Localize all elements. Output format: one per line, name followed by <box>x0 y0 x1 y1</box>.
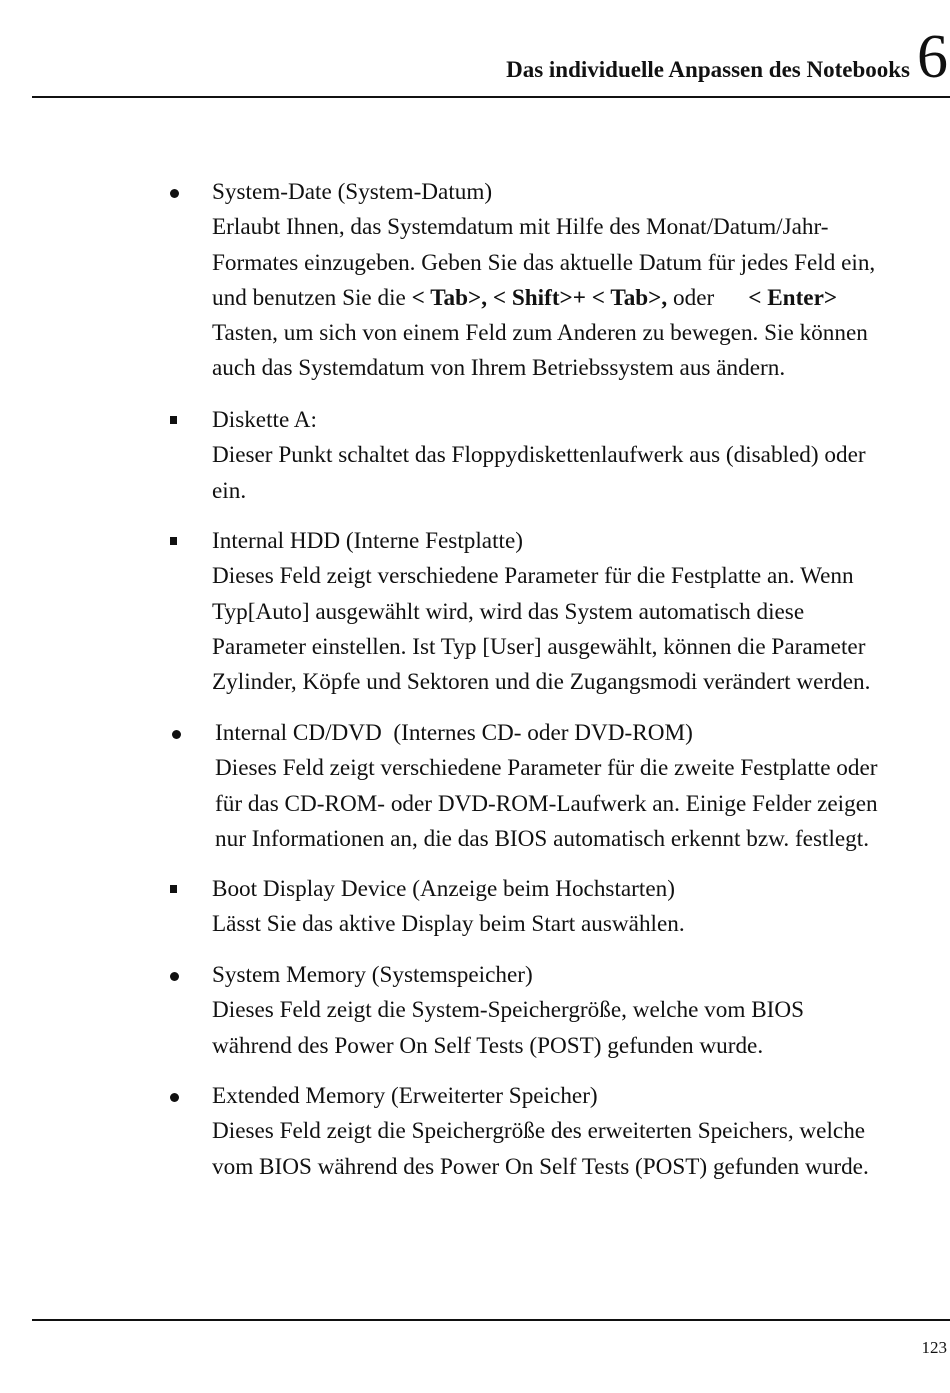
item-title: Internal HDD (Interne Festplatte) <box>212 528 523 554</box>
item-line: Parameter einstellen. Ist Typ [User] ausgewählt, können die Parameter <box>212 633 866 660</box>
item-body <box>212 403 942 509</box>
key-tab: < Tab>, <box>411 284 488 311</box>
item-title: Extended Memory (Erweiterter Speicher) <box>212 1083 598 1109</box>
item-line: Dieses Feld zeigt verschiedene Parameter für die zweite Festplatte oder <box>215 755 878 782</box>
item-text-oder: oder <box>673 284 715 311</box>
item-line: für das CD-ROM- oder DVD-ROM-Laufwerk an. Einige Felder zeigen <box>215 790 878 817</box>
item-line: Dieses Feld zeigt die System-Speichergröße, welche vom BIOS <box>212 997 805 1024</box>
page-number: 123 <box>921 1338 947 1357</box>
key-shift-tab: < Shift>+ < Tab>, <box>492 284 668 311</box>
item-title: Diskette A: <box>212 407 317 433</box>
header-rule <box>32 96 950 98</box>
item-line: ein. <box>212 477 247 504</box>
chapter-number: 6 <box>917 23 948 91</box>
item-title: System Memory (Systemspeicher) <box>212 962 533 988</box>
item-line: Dieses Feld zeigt die Speichergröße des erweiterten Speichers, welche <box>212 1118 866 1145</box>
item-line: Zylinder, Köpfe und Sektoren und die Zugangsmodi verändert werden. <box>212 669 871 696</box>
item-title: Boot Display Device (Anzeige beim Hochstarten) <box>212 876 675 902</box>
item-line: Dieser Punkt schaltet das Floppydiskettenlaufwerk aus (disabled) oder <box>212 442 866 469</box>
item-title: Internal CD/DVD (Internes CD- oder DVD-ROM) <box>215 720 693 746</box>
item-line: auch das Systemdatum von Ihrem Betriebssystem aus ändern. <box>212 355 786 382</box>
item-body <box>212 1079 942 1185</box>
item-title: System-Date (System-Datum) <box>212 179 493 205</box>
item-body <box>212 958 942 1064</box>
header-title: Das individuelle Anpassen des Notebooks <box>506 57 910 82</box>
item-line: Tasten, um sich von einem Feld zum Anderen zu bewegen. Sie können <box>212 320 868 347</box>
item-body <box>212 524 942 700</box>
item-line: Erlaubt Ihnen, das Systemdatum mit Hilfe des Monat/Datum/Jahr- <box>212 214 829 241</box>
item-text: und benutzen Sie die <box>212 284 406 311</box>
item-line: vom BIOS während des Power On Self Tests (POST) gefunden wurde. <box>212 1153 869 1180</box>
page-header <box>0 0 950 98</box>
item-line: nur Informationen an, die das BIOS automatisch erkennt bzw. festlegt. <box>215 825 870 852</box>
item-line: Lässt Sie das aktive Display beim Start auswählen. <box>212 911 685 938</box>
item-body <box>212 872 942 943</box>
item-line: Dieses Feld zeigt verschiedene Parameter für die Festplatte an. Wenn <box>212 563 854 590</box>
key-enter: < Enter> <box>748 284 838 311</box>
item-body <box>212 175 942 387</box>
item-line: Formates einzugeben. Geben Sie das aktuelle Datum für jedes Feld ein, <box>212 249 876 276</box>
item-line: während des Power On Self Tests (POST) gefunden wurde. <box>212 1032 764 1059</box>
item-line: Typ[Auto] ausgewählt wird, wird das System automatisch diese <box>212 598 805 625</box>
footer-rule <box>32 1319 950 1321</box>
item-body <box>215 716 945 857</box>
item-line-keys <box>212 281 942 316</box>
